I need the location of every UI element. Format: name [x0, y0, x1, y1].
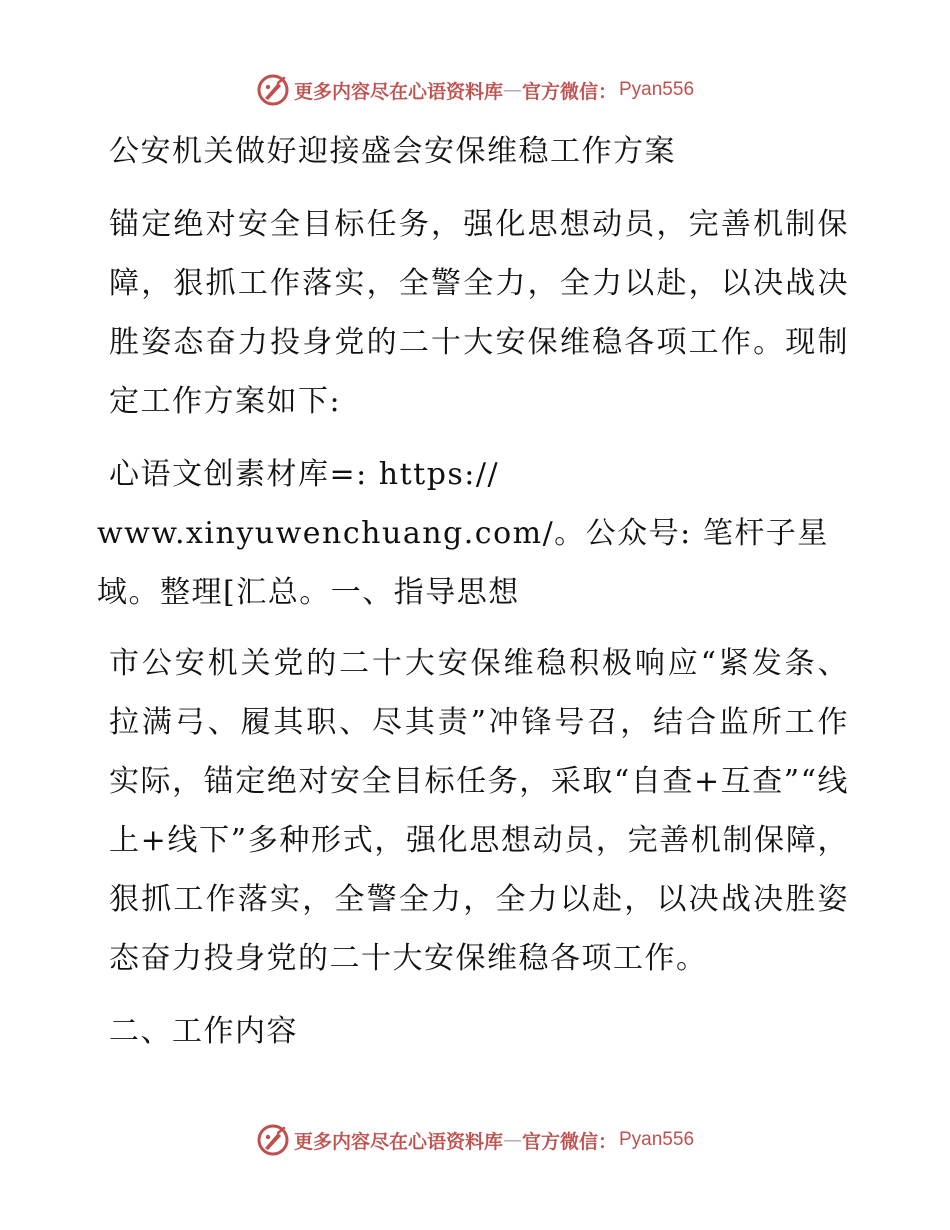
watermark-separator: —: [502, 79, 522, 101]
footer-watermark: [0, 1120, 950, 1160]
source-line-2: www.xinyuwenchuang.com/。公众号: 笔杆子星: [97, 516, 829, 551]
source-line-1: 心语文创素材库=: https://: [109, 457, 500, 492]
watermark-text: 更多内容尽在心语资料库: [293, 1130, 503, 1153]
section-heading-work-content: 二、工作内容: [109, 1014, 298, 1049]
watermark-separator: —: [502, 1129, 522, 1151]
watermark-text: 更多内容尽在心语资料库: [293, 80, 503, 103]
watermark-wechat-label: 官方微信：: [521, 80, 617, 103]
quill-logo-icon: [256, 1123, 290, 1157]
document-body: [97, 122, 849, 1061]
watermark-wechat-id: Pyan556: [619, 1129, 695, 1150]
intro-paragraph: 锚定绝对安全目标任务，强化思想动员，完善机制保障，狠抓工作落实，全警全力，全力以赴，以决战决胜姿态奋力投身党的二十大安保维稳各项工作。现制定工作方案如下:: [109, 207, 849, 419]
quill-logo-icon: [256, 73, 290, 107]
header-watermark: [0, 70, 950, 110]
guiding-thought-paragraph: 市公安机关党的二十大安保维稳积极响应“紧发条、拉满弓、履其职、尽其责”冲锋号召，结合监所工作实际，锚定绝对安全目标任务，采取“自查+互查”“线上+线下”多种形式，强化思想动员，完善机制保障，狠抓工作落实，全警全力，全力以赴，以决战决胜姿态奋力投身党的二十大安保维稳各项工作。: [109, 646, 849, 976]
watermark-wechat-id: Pyan556: [619, 79, 695, 100]
watermark-wechat-label: 官方微信：: [521, 1130, 617, 1153]
source-line-3: 域。整理[汇总。一、指导思想: [97, 575, 520, 610]
document-title: 公安机关做好迎接盛会安保维稳工作方案: [109, 134, 676, 169]
